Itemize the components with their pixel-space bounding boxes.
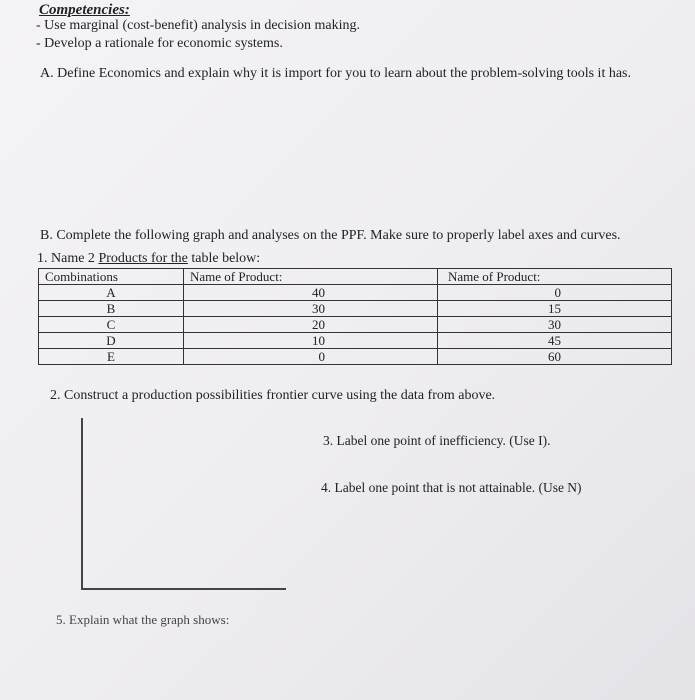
combo-cell: A xyxy=(39,285,184,301)
combo-cell: E xyxy=(39,349,184,365)
graph-x-axis xyxy=(81,588,286,590)
product-1-cell: 30 xyxy=(184,301,438,317)
product-2-cell: 30 xyxy=(438,317,672,333)
table-row xyxy=(39,301,672,317)
question-1-suffix: table below: xyxy=(187,251,261,266)
product-2-cell: 15 xyxy=(438,301,672,317)
header-product-1[interactable]: Name of Product: xyxy=(184,269,438,285)
question-a: A. Define Economics and explain why it is import for you to learn about the problem-solving tools it has. xyxy=(40,66,632,81)
table-row xyxy=(39,349,672,365)
product-1-cell: 10 xyxy=(184,333,438,349)
question-3: 3. Label one point of inefficiency. (Use I). xyxy=(323,433,551,448)
competency-item: - Use marginal (cost-benefit) analysis in decision making. xyxy=(36,18,360,33)
graph-y-axis xyxy=(81,418,83,590)
combo-cell: B xyxy=(39,301,184,317)
product-1-cell: 20 xyxy=(184,317,438,333)
question-4: 4. Label one point that is not attainable. (Use N) xyxy=(321,480,582,495)
product-1-cell: 40 xyxy=(184,285,438,301)
combo-cell: C xyxy=(39,317,184,333)
product-2-cell: 60 xyxy=(438,349,672,365)
production-table xyxy=(38,268,672,365)
question-2: 2. Construct a production possibilities frontier curve using the data from above. xyxy=(50,388,496,403)
combo-cell: D xyxy=(39,333,184,349)
question-b: B. Complete the following graph and analyses on the PPF. Make sure to properly label axes and curves. xyxy=(40,228,621,243)
table-header-row xyxy=(39,269,672,285)
question-1 xyxy=(37,251,260,267)
table-row xyxy=(39,333,672,349)
product-2-cell: 0 xyxy=(438,285,672,301)
table-row xyxy=(39,317,672,333)
question-1-underlined: Products for the xyxy=(98,251,188,266)
product-1-cell: 0 xyxy=(184,349,438,365)
competencies-heading: Competencies: xyxy=(39,2,130,18)
table-row xyxy=(39,285,672,301)
competency-item: - Develop a rationale for economic systems. xyxy=(36,36,283,51)
question-1-prefix: 1. Name 2 xyxy=(37,251,99,266)
question-5: 5. Explain what the graph shows: xyxy=(56,612,230,627)
header-product-2[interactable]: Name of Product: xyxy=(438,269,672,285)
product-2-cell: 45 xyxy=(438,333,672,349)
header-combinations: Combinations xyxy=(39,269,184,285)
